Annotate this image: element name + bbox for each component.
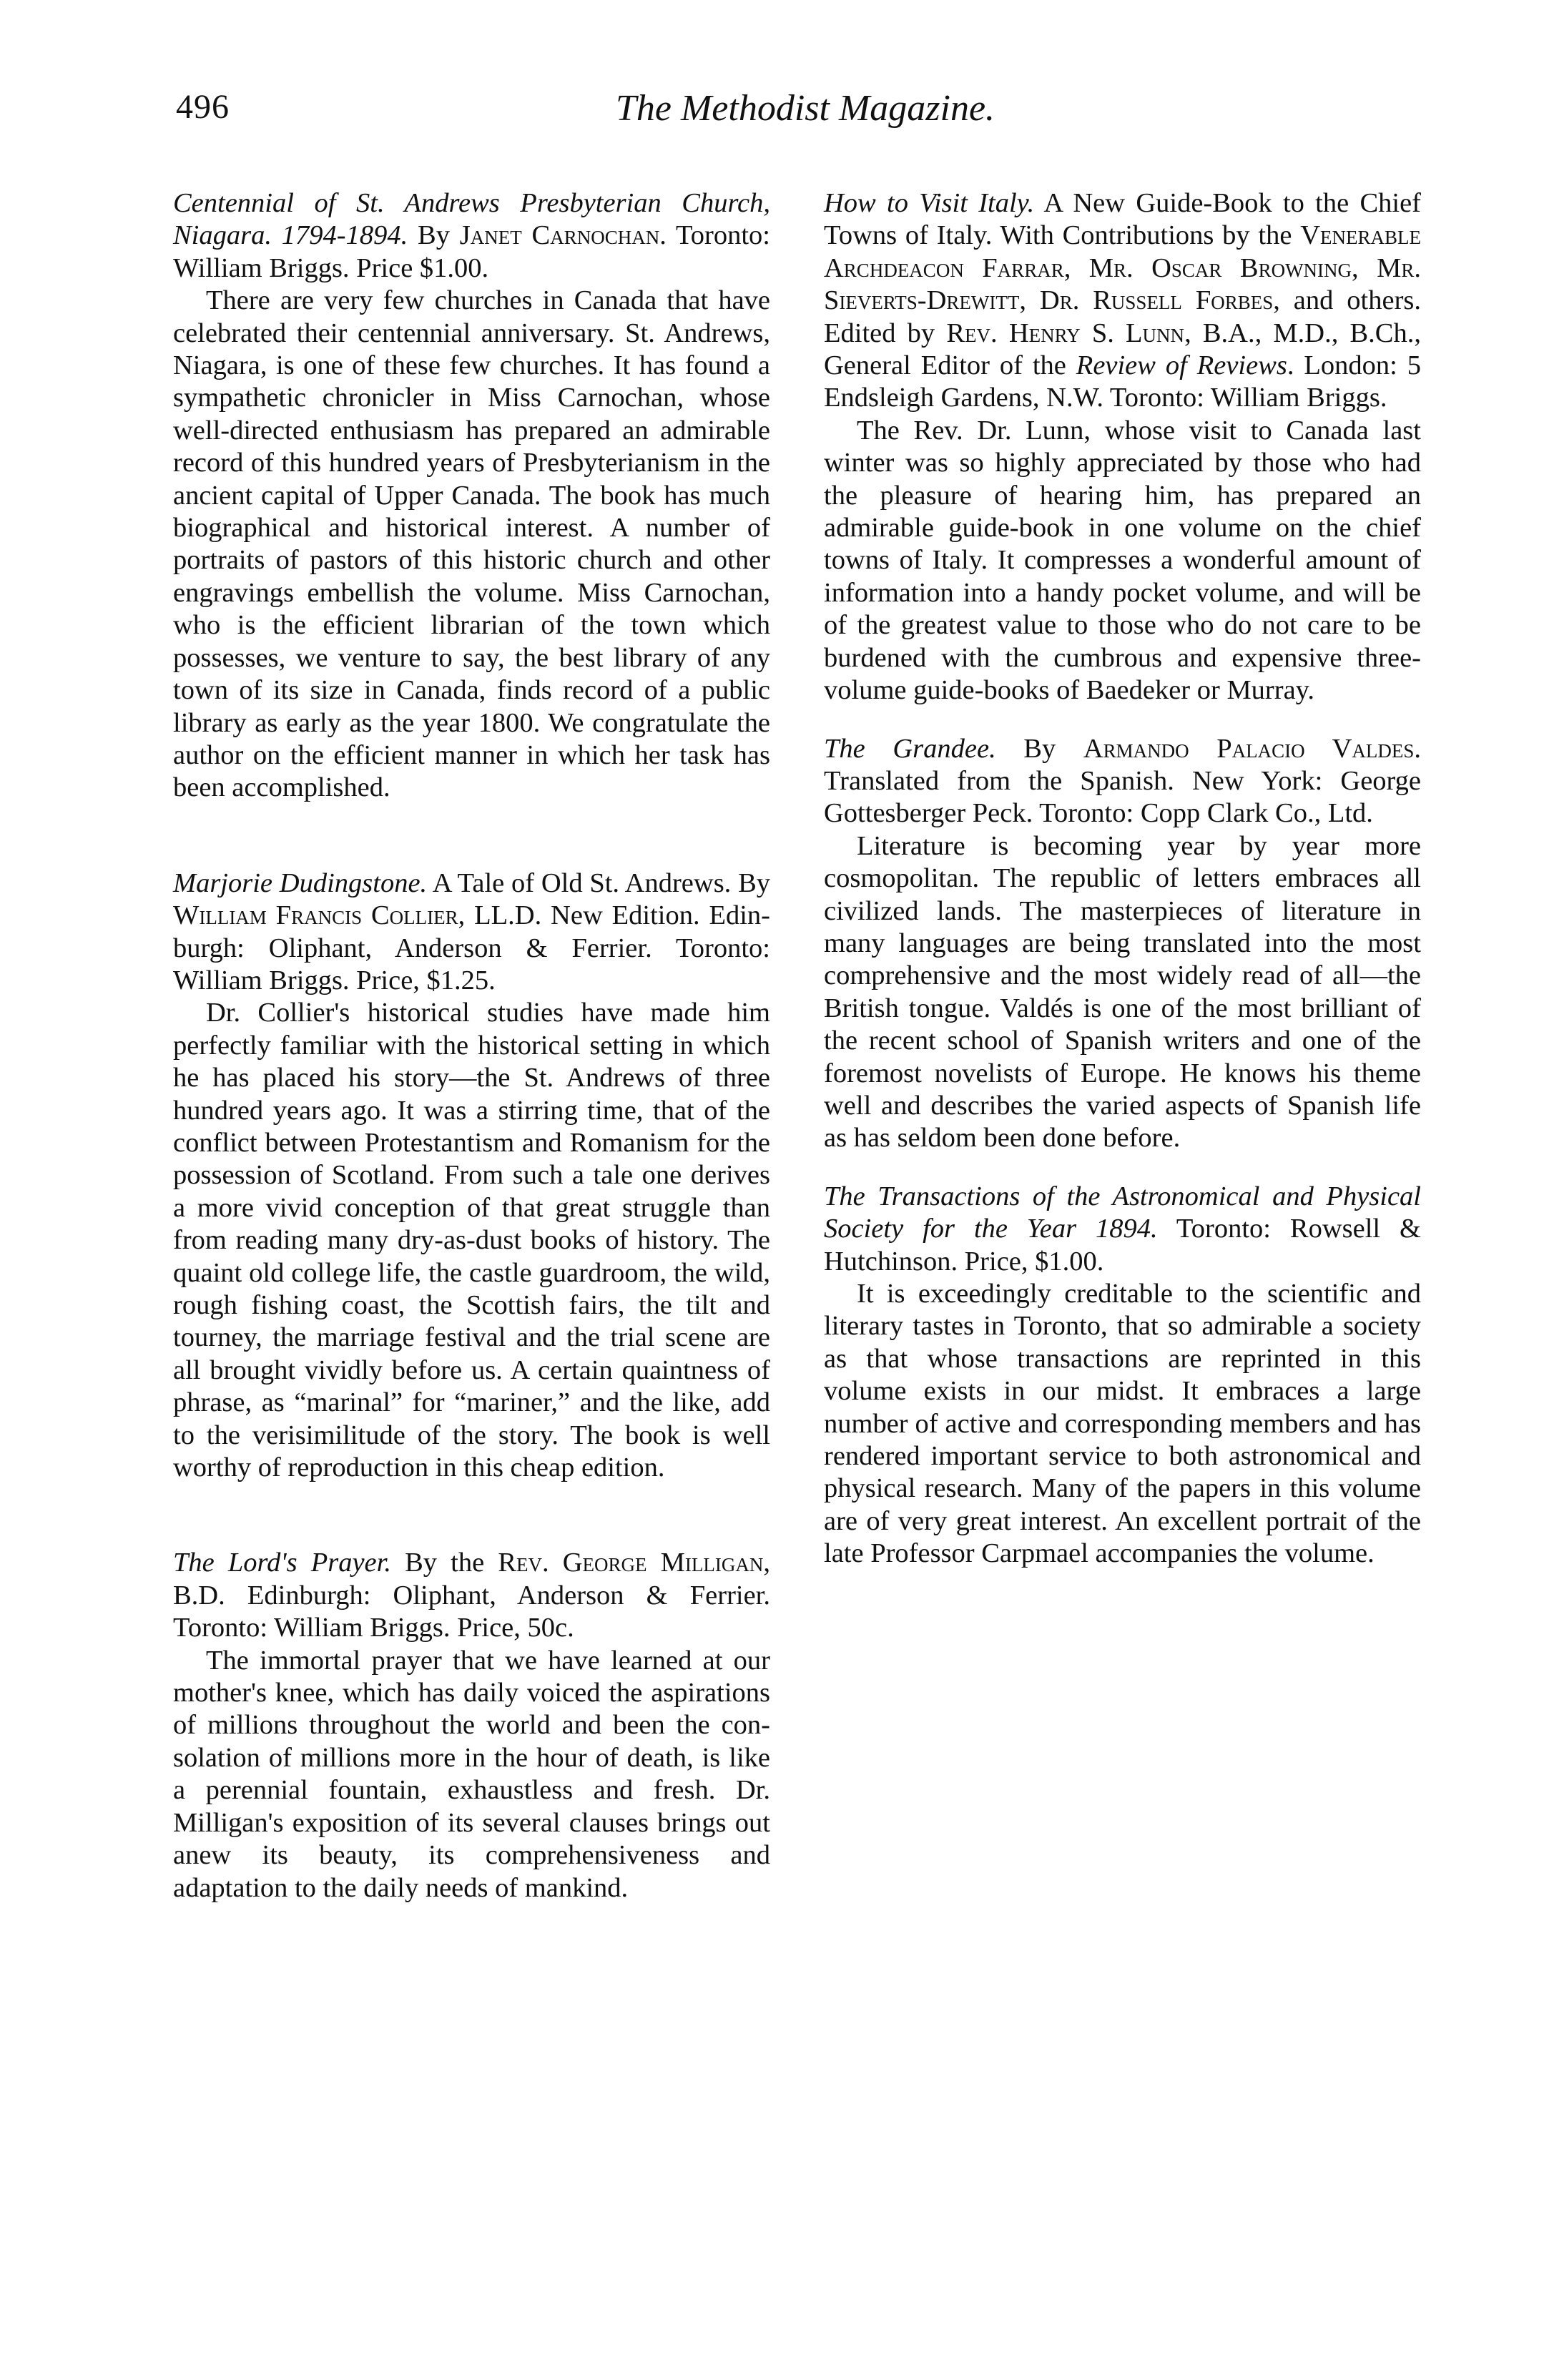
book-author: Janet Carnochan: [459, 220, 660, 251]
periodical-title: Review of Reviews: [1076, 350, 1287, 381]
book-subtitle: A New Guide-Book to the Chief Towns of Italy. With Contributions by the: [824, 188, 1421, 251]
review-lords-prayer: [173, 1547, 770, 1904]
review-body: It is exceedingly creditable to the scientific and literary tastes in Toronto, that so admirable a society as that whose transactions are reprinted in this volume exists in our midst. It embraces a large number of active and corresponding members and has rendered important service to both astronomical and physical research. Many of the papers in this volume are of very great interest. An excellent portrait of the late Professor Carpmael accompanies the volume.: [824, 1279, 1421, 1569]
book-title: The Grandee.: [824, 733, 996, 764]
review-heading: [173, 867, 770, 998]
book-imprint: , B.D. Edinburgh: Oliphant, Anderson & Ferrier. Toronto: William Briggs. Price, 50c.: [173, 1548, 770, 1643]
book-author: Rev. George Milligan: [498, 1548, 764, 1578]
review-centennial-st-andrews: [173, 187, 770, 805]
book-title: Centennial of St. Andrews Presbyterian Church, Niagara. 1794-1894.: [173, 188, 770, 251]
review-astronomical-transactions: [824, 1181, 1421, 1570]
editor-credentials: , B.A., M.D., B.Ch., General Editor of the: [824, 318, 1421, 381]
review-body: Literature is becoming year by year more cosmopolitan. The republic of letters embraces all civilized lands. The masterpieces of literature in many languages are being translated into the most comprehensive and the most widely read of all—the British tongue. Valdés is one of the most brilliant of the recent school of Spanish writers and one of the foremost novelists of Europe. He knows his theme well and describes the varied aspects of Spanish life as has seldom been done before.: [824, 830, 1421, 1154]
book-author: William Francis Collier: [173, 900, 458, 931]
book-title: How to Visit Italy.: [824, 188, 1035, 218]
editor-lead: and others. Edited by: [824, 285, 1421, 348]
left-column: [173, 187, 770, 1904]
book-imprint: . Toronto: William Briggs. Price $1.00.: [173, 220, 770, 283]
page-header: [176, 87, 1435, 137]
book-author: Armando Palacio Valdes: [1083, 733, 1415, 764]
review-how-to-visit-italy: [824, 187, 1421, 707]
contributors: Venerable Archdeacon Farrar, Mr. Oscar Browning, Mr. Sieverts-Drewitt, Dr. Russell Forbes,: [824, 220, 1421, 316]
review-the-grandee: [824, 733, 1421, 1155]
book-imprint: Toronto: Rowsell & Hutchinson. Price, $1.00.: [824, 1214, 1421, 1277]
review-body: Dr. Collier's historical studies have made him perfectly familiar with the historical setting in which he has placed his story—the St. Andrews of three hundred years ago. It was a stirring time, that of the conflict between Protestantism and Romanism for the possession of Scotland. From such a tale one derives a more vivid conception of that great struggle than from reading many dry-as-dust books of history. The quaint old college life, the castle guardroom, the wild, rough fishing coast, the Scottish fairs, the tilt and tourney, the marriage festival and the trial scene are all brought vividly before us. A certain quaintness of phrase, as “marinal” for “mariner,” and the like, add to the verisimilitude of the story. The book is well worthy of reproduction in this cheap edition.: [173, 998, 770, 1483]
by-text: By: [408, 220, 460, 251]
book-subtitle: A Tale of Old St. Andrews. By: [427, 867, 770, 898]
by-text: By the: [390, 1548, 498, 1578]
book-imprint: , LL.D. New Edition. Edinburgh: Oliphant, Anderson & Ferrier. Toronto: William Briggs. Price, $1.25.: [173, 900, 770, 995]
review-heading: [824, 733, 1421, 830]
review-body: The immortal prayer that we have learned at our mother's knee, which has daily voiced the aspirations of millions throughout the world and been the consolation of millions more in the hour of death, is like a perennial fountain, exhaustless and fresh. Dr. Milligan's exposition of its several clauses brings out anew its beauty, its comprehensiveness and adaptation to the daily needs of mankind.: [173, 1645, 770, 1903]
book-title: The Lord's Prayer.: [173, 1548, 391, 1578]
review-body: There are very few churches in Canada that have celebrated their centennial anniversary. St. Andrews, Niagara, is one of these few churches. It has found a sympathetic chronicler in Miss Carnochan, whose well-directed enthusiasm has prepared an admirable record of this hundred years of Presbyterianism in the ancient capital of Upper Canada. The book has much biographical and historical interest. A number of portraits of pastors of this historic church and other engravings embellish the volume. Miss Carnochan, who is the efficient librarian of the town which possesses, we venture to say, the best library of any town of its size in Canada, finds record of a public library as early as the year 1800. We congratulate the author on the efficient manner in which her task has been accomplished.: [173, 285, 770, 803]
review-heading: [173, 187, 770, 285]
review-marjorie-dudingstone: [173, 867, 770, 1485]
by-text: By: [995, 733, 1083, 764]
page-number: 496: [176, 88, 230, 126]
review-heading: [824, 1181, 1421, 1278]
review-heading: [173, 1547, 770, 1644]
book-editor: Rev. Henry S. Lunn: [946, 318, 1185, 348]
review-body: The Rev. Dr. Lunn, whose visit to Canada last winter was so highly appreciated by those who had the pleasure of hearing him, has prepared an admirable guide-book in one volume on the chief towns of Italy. It compresses a wonderful amount of information into a handy pocket volume, and will be of the greatest value to those who do not care to be burdened with the cumbrous and expensive three-volume guide-books of Baedeker or Murray.: [824, 415, 1421, 706]
book-title: The Transactions of the Astronomical and Physical Society for the Year 1894.: [824, 1181, 1421, 1244]
review-heading: [824, 187, 1421, 415]
book-title: Marjorie Dudingstone.: [173, 867, 428, 898]
book-imprint: . London: 5 Endsleigh Gardens, N.W. Toronto: William Briggs.: [824, 350, 1422, 413]
right-column: [824, 187, 1421, 1570]
book-imprint: . Translated from the Spanish. New York: George Gottesberger Peck. Toronto: Copp Clark Co., Ltd.: [824, 733, 1421, 829]
running-title: The Methodist Magazine.: [615, 88, 995, 129]
